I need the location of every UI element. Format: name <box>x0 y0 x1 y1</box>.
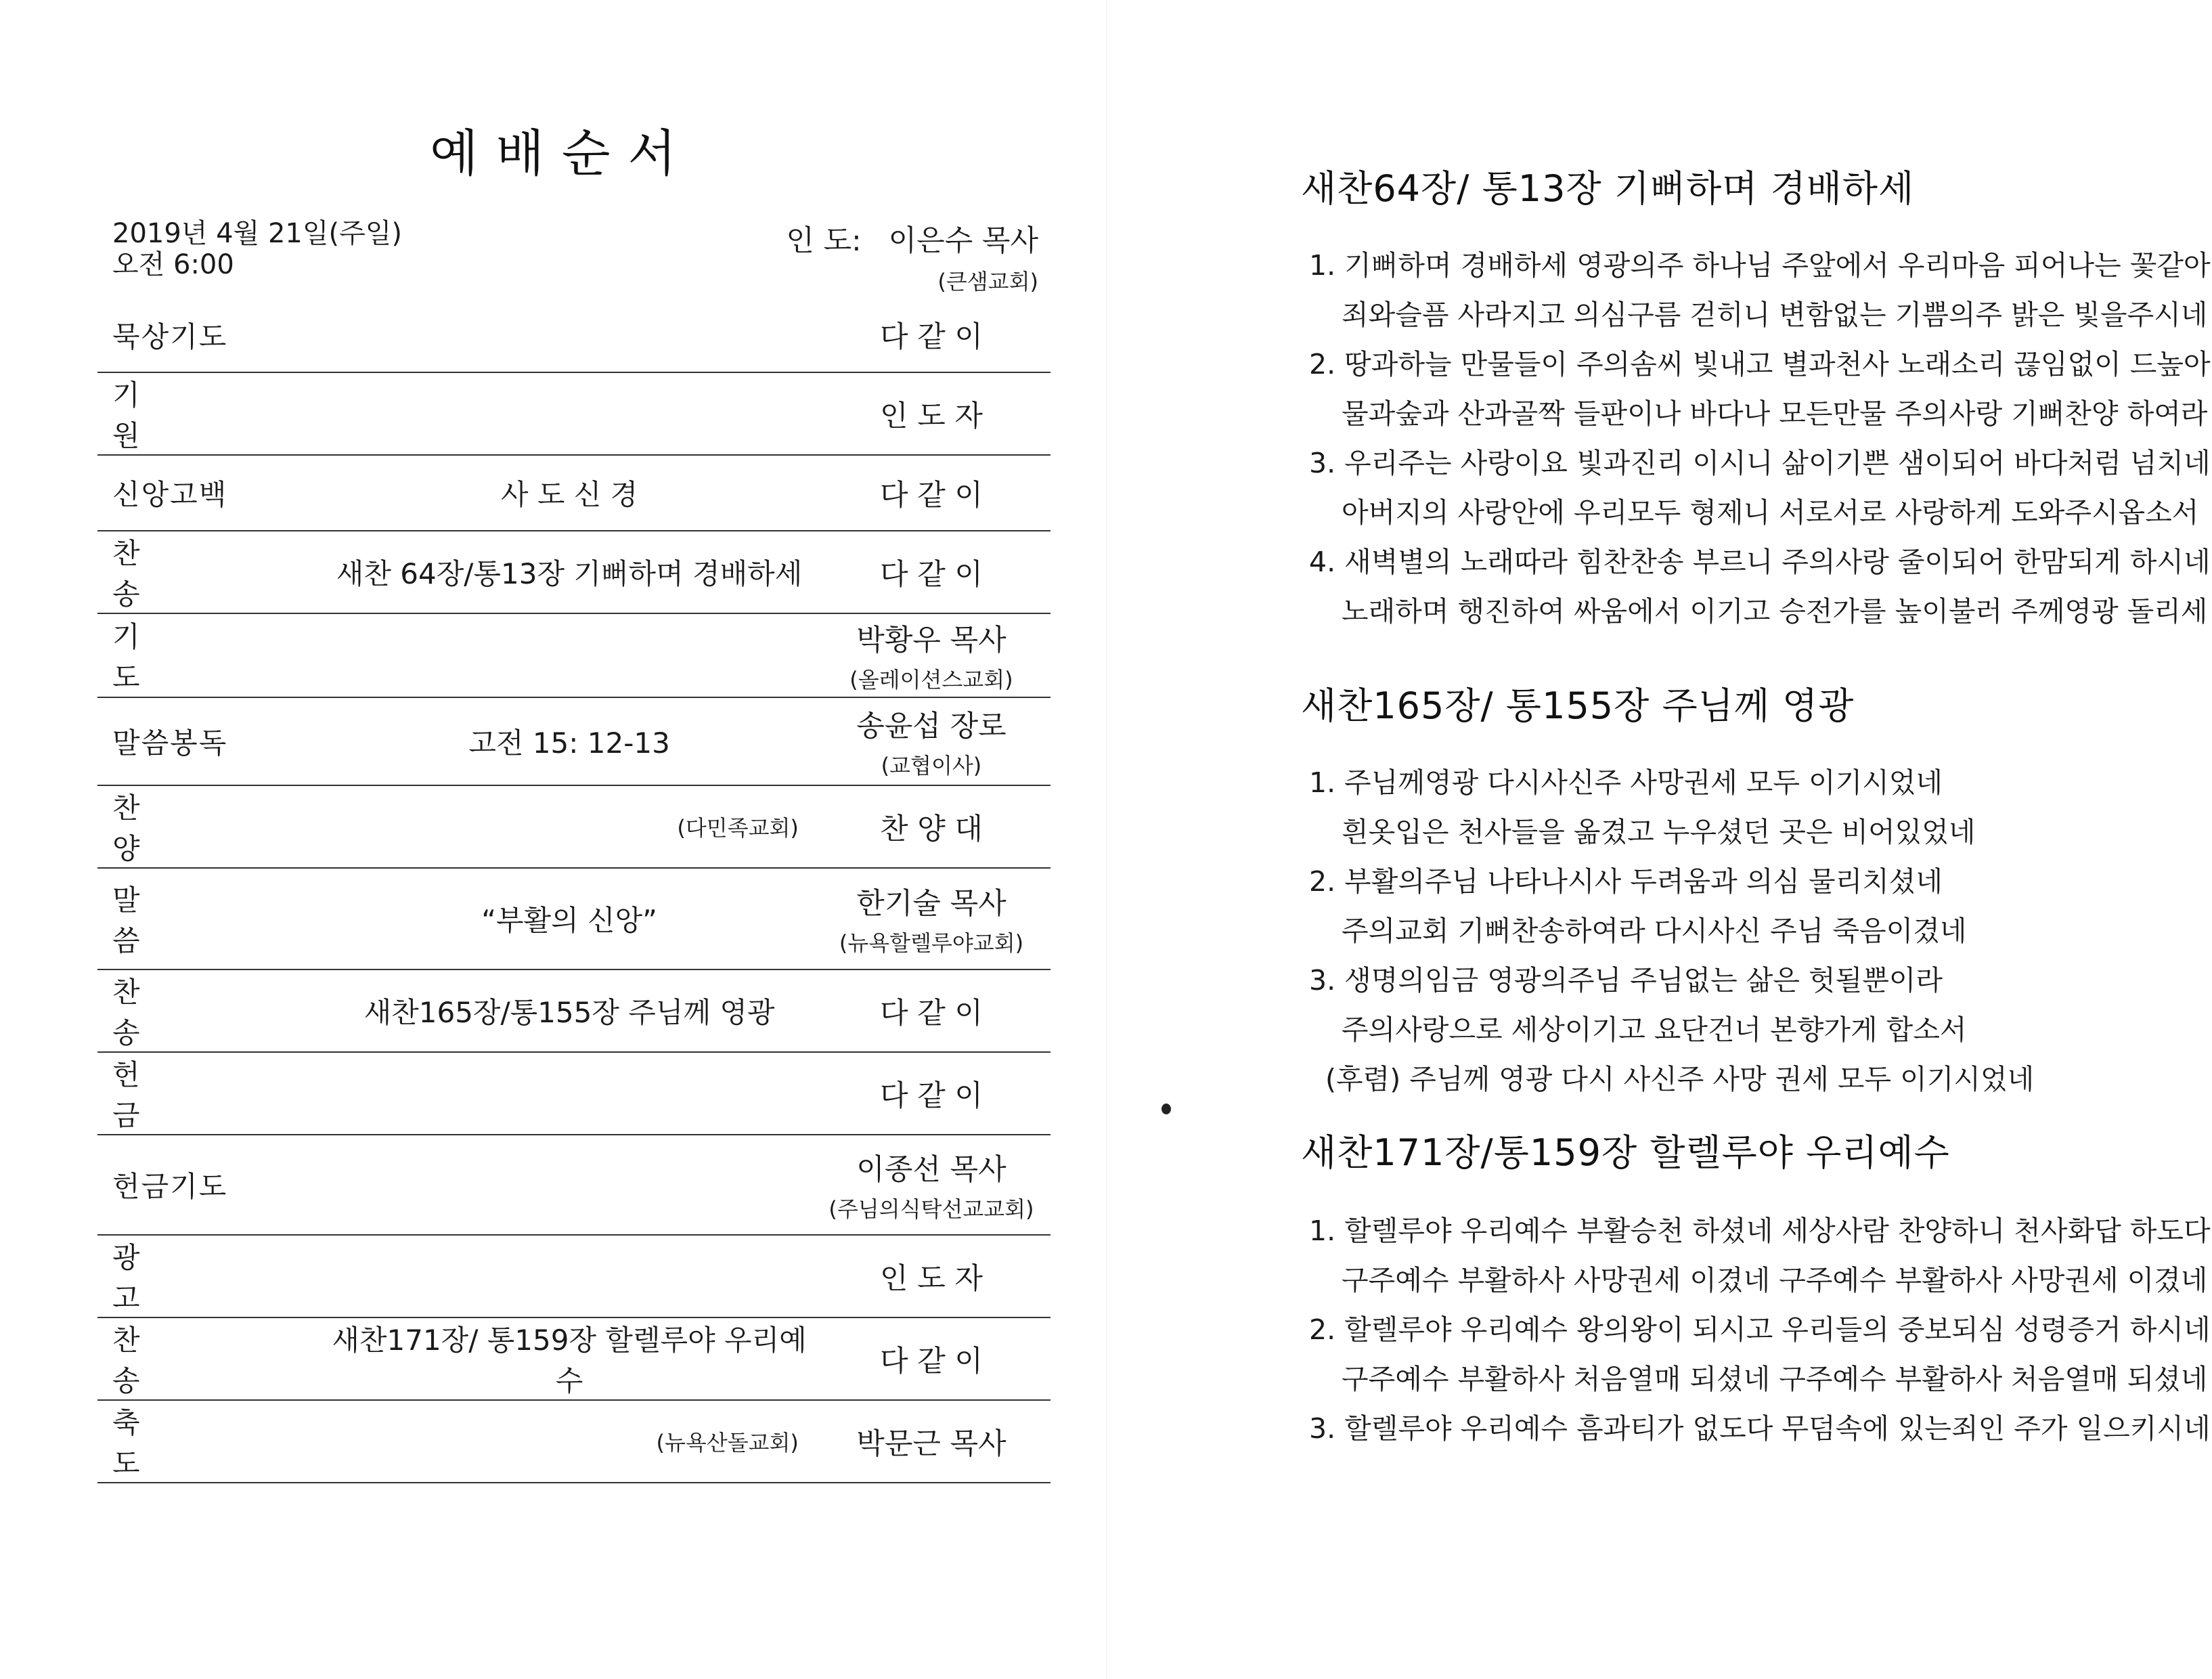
order-leader <box>812 1135 1050 1235</box>
order-content <box>326 613 812 697</box>
order-content: (뉴욕산돌교회) <box>326 1400 812 1483</box>
lyric-line: 주의사랑으로 세상이기고 요단건너 본향가게 합소서 <box>1342 1013 1967 1046</box>
order-item: 축 도 <box>97 1400 326 1483</box>
lyric-line: (후렴) 주님께 영광 다시 사신주 사망 권세 모두 이기시었네 <box>1325 1063 2035 1095</box>
order-leader: 찬 양 대 <box>812 785 1050 868</box>
order-row <box>97 785 1050 868</box>
order-item: 신앙고백 <box>97 455 326 531</box>
officiant-name: 이은수 목사 <box>888 224 1038 258</box>
order-row <box>97 455 1050 531</box>
order-item: 기 원 <box>97 372 326 455</box>
order-row <box>97 1235 1050 1317</box>
lyric-line: 죄와슬픔 사라지고 의심구름 걷히니 변함없는 기쁨의주 밝은 빛을주시네 <box>1342 299 2208 331</box>
officiant-church: (큰샘교회) <box>937 269 1038 295</box>
order-leader: 인 도 자 <box>812 1235 1050 1317</box>
order-row <box>97 1052 1050 1135</box>
order-item: 찬 송 <box>97 531 326 613</box>
leader-name: 박황우 목사 <box>856 623 1007 657</box>
hymn-title: 새찬171장/통159장 할렐루야 우리예수 <box>1301 1131 1950 1174</box>
lyric-line: 1. 할렐루야 우리예수 부활승천 하셨네 세상사람 찬양하니 천사화답 하도다 <box>1309 1215 2211 1247</box>
lyric-line: 주의교회 기뻐찬송하여라 다시사신 주님 죽음이겼네 <box>1342 915 1967 947</box>
order-leader: 박문근 목사 <box>812 1400 1050 1483</box>
leader-church: (올레이션스교회) <box>849 666 1013 693</box>
order-content: 새찬171장/ 통159장 할렐루야 우리예수 <box>326 1317 812 1400</box>
page-title: 예배순서 <box>430 125 694 183</box>
order-row <box>97 1317 1050 1400</box>
leader-church: (뉴욕할렐루야교회) <box>839 930 1024 956</box>
order-item: 헌 금 <box>97 1052 326 1135</box>
leader-church: (교협이사) <box>881 752 982 779</box>
hymn-lyrics <box>1309 241 2211 636</box>
page-fold <box>1106 0 1107 1679</box>
lyric-line: 노래하며 행진하여 싸움에서 이기고 승전가를 높이불러 주께영광 돌리세 <box>1342 595 2208 628</box>
lyric-line: 2. 부활의주님 나타나시사 두려움과 의심 물리치셨네 <box>1309 865 1943 898</box>
order-leader: 다 같 이 <box>812 455 1050 531</box>
order-row <box>97 613 1050 697</box>
order-leader: 다 같 이 <box>812 969 1050 1052</box>
hymn-title: 새찬64장/ 통13장 기뻐하며 경배하세 <box>1301 167 1915 210</box>
lyric-line: 4. 새벽별의 노래따라 힘찬찬송 부르니 주의사랑 줄이되어 한맘되게 하시네 <box>1309 546 2211 578</box>
service-datetime <box>112 218 402 280</box>
order-item: 찬 양 <box>97 785 326 868</box>
order-row <box>97 969 1050 1052</box>
order-item: 묵상기도 <box>97 298 326 372</box>
order-row <box>97 1135 1050 1235</box>
lyric-line: 2. 땅과하늘 만물들이 주의솜씨 빛내고 별과천사 노래소리 끊임없이 드높아 <box>1309 348 2211 380</box>
order-content <box>326 298 812 372</box>
lyric-line: 흰옷입은 천사들을 옮겼고 누우셨던 곳은 비어있었네 <box>1342 816 1976 848</box>
order-leader: 다 같 이 <box>812 298 1050 372</box>
lyric-line: 아버지의 사랑안에 우리모두 형제니 서로서로 사랑하게 도와주시옵소서 <box>1342 496 2199 529</box>
scan-speck <box>1162 1104 1171 1114</box>
order-content: 새찬 64장/통13장 기뻐하며 경배하세 <box>326 531 812 613</box>
lyric-line: 1. 주님께영광 다시사신주 사망권세 모두 이기시었네 <box>1309 766 1943 799</box>
order-leader: 다 같 이 <box>812 1052 1050 1135</box>
lyric-line: 구주예수 부활하사 사망권세 이겼네 구주예수 부활하사 사망권세 이겼네 <box>1342 1264 2208 1296</box>
lyric-line: 3. 할렐루야 우리예수 흠과티가 없도다 무덤속에 있는죄인 주가 일으키시네 <box>1309 1412 2211 1445</box>
lyric-line: 구주예수 부활하사 처음열매 되셨네 구주예수 부활하사 처음열매 되셨네 <box>1342 1363 2208 1395</box>
order-row <box>97 531 1050 613</box>
order-content: 새찬165장/통155장 주님께 영광 <box>326 969 812 1052</box>
order-table <box>97 298 1050 1483</box>
service-date: 2019년 4월 21일(주일) <box>112 218 402 249</box>
leader-church: (주님의식탁선교교회) <box>828 1196 1034 1222</box>
order-content <box>326 372 812 455</box>
leader-name: 송윤섭 장로 <box>856 709 1007 743</box>
order-row <box>97 1400 1050 1483</box>
hymn-lyrics <box>1309 758 2034 1104</box>
order-content <box>326 1052 812 1135</box>
officiant <box>659 218 1038 296</box>
order-row <box>97 372 1050 455</box>
order-content <box>326 1135 812 1235</box>
order-row <box>97 697 1050 785</box>
hymn-lyrics <box>1309 1206 2211 1454</box>
order-content: 사 도 신 경 <box>326 455 812 531</box>
order-content: (다민족교회) <box>326 785 812 868</box>
hymn-title: 새찬165장/ 통155장 주님께 영광 <box>1301 684 1855 727</box>
order-item: 찬 송 <box>97 969 326 1052</box>
order-item: 헌금기도 <box>97 1135 326 1235</box>
service-time: 오전 6:00 <box>112 249 234 280</box>
lyric-line: 2. 할렐루야 우리예수 왕의왕이 되시고 우리들의 중보되심 성령증거 하시네 <box>1309 1313 2211 1346</box>
sermon-title: “부활의 신앙” <box>326 868 812 969</box>
order-item: 찬 송 <box>97 1317 326 1400</box>
order-item: 말 씀 <box>97 868 326 969</box>
lyric-line: 3. 우리주는 사랑이요 빛과진리 이시니 삶이기쁜 샘이되어 바다처럼 넘치네 <box>1309 447 2211 479</box>
leader-name: 이종선 목사 <box>856 1152 1007 1187</box>
lyric-line: 1. 기뻐하며 경배하세 영광의주 하나님 주앞에서 우리마음 피어나는 꽃같아 <box>1309 249 2211 282</box>
order-leader: 다 같 이 <box>812 1317 1050 1400</box>
leader-name: 한기술 목사 <box>856 886 1007 921</box>
order-row <box>97 298 1050 372</box>
order-leader: 인 도 자 <box>812 372 1050 455</box>
order-leader: 다 같 이 <box>812 531 1050 613</box>
order-item: 기 도 <box>97 613 326 697</box>
order-leader <box>812 697 1050 785</box>
order-item: 광 고 <box>97 1235 326 1317</box>
lyric-line: 물과숲과 산과골짝 들판이나 바다나 모든만물 주의사랑 기뻐찬양 하여라 <box>1342 397 2208 430</box>
order-content <box>326 1235 812 1317</box>
lyric-line: 3. 생명의임금 영광의주님 주님없는 삶은 헛될뿐이라 <box>1309 964 1943 997</box>
order-leader <box>812 613 1050 697</box>
order-leader <box>812 868 1050 969</box>
officiant-label: 인 도: <box>786 224 862 258</box>
order-row <box>97 868 1050 969</box>
order-content: 고전 15: 12-13 <box>326 697 812 785</box>
order-item: 말씀봉독 <box>97 697 326 785</box>
